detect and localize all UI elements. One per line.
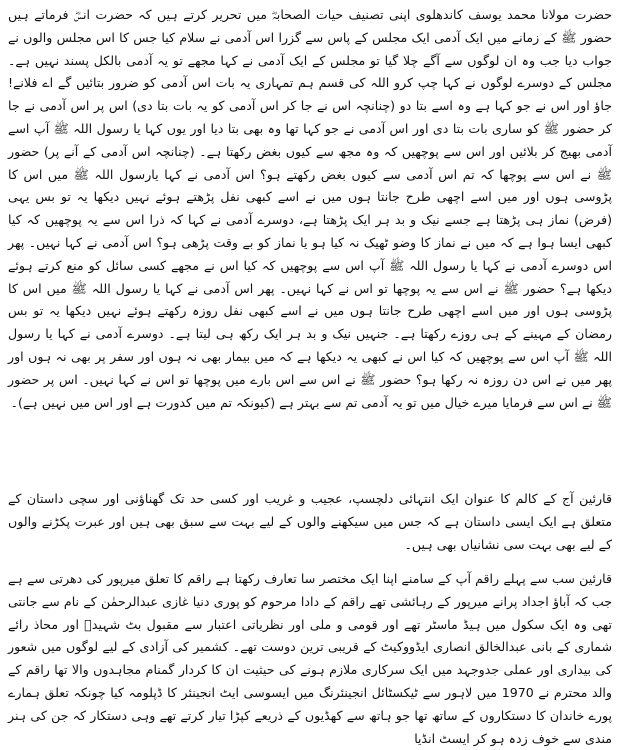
paragraph-intro: قارئین آج کے کالم کا عنوان ایک انتہائی دلچسپ، عجیب و غریب اور کسی حد تک گھناؤنی اور سچی داستان کے متعلق ہے ایک ایسی داستان ہے کہ جس میں سیکھنے والوں کے لیے بہت سے سبق بھی ہیں اور عبرت پکڑنے والوں کے لیے بھی بہت سی نشانیاں بھی ہیں۔ — [8, 491, 612, 552]
paragraph-author-background: قارئین سب سے پہلے راقم آپ کے سامنے اپنا ایک مختصر سا تعارف رکھتا ہے راقم کا تعلق میرپور کی دھرتی سے ہے جب کہ آباؤ اجداد پرانے میرپور کے رہائشی تھے راقم کے دادا مرحوم کو پوری دنیا غازی عبدالرحمٰن کے نام سے جانتی تھی وہ ایک سکول میں ہیڈ ماسٹر تھے اور قومی و ملی اور نظریاتی اعتبار سے مقبول بٹ شہیدؒ اور محاذ رائے شماری کے بانی عبدالخالق انصاری ایڈووکیٹ کے قریبی ترین دوست تھے۔ کشمیر کی آزادی کے لیے لوگوں میں شعور کی بیداری اور عملی جدوجہد میں ایک سرکاری ملازم ہونے کی حیثیت ان کا کردار گمنام مجاہدوں والا تھا راقم کے والد محترم نے 1970 میں لاہور سے ٹیکسٹائل انجینئرنگ میں ایسوسی ایٹ انجینئر کا ڈپلومہ کیا چونکہ تعلق ہمارے پورے خاندان کا دستکاروں کے ساتھ تھا جو ہاتھ سے کھڈیوں کے ذریعے کپڑا تیار کرتے تھے وہی دستکار کہ جن کی ہنر مندی سے خوف زدہ ہو کر ایسٹ انڈیا — [8, 571, 612, 746]
paragraph-hadith: حضرت مولانا محمد یوسف کاندھلوی اپنی تصنیف حیات الصحابہؓ میں تحریر کرتے ہیں کہ حضرت انسؓ فرماتے ہیں حضور ﷺ کے زمانے میں ایک آدمی ایک مجلس کے پاس سے گزرا اس آدمی نے سلام کیا جس کا اس مجلس والوں نے جواب دیا جب وہ ان لوگوں سے آگے چلا گیا تو مجلس کے ایک آدمی نے کہا مجھے تو یہ آدمی بالکل پسند نہیں ہے۔ مجلس کے دوسرے لوگوں نے کہا چپ کرو اللہ کی قسم ہم تمہاری یہ بات اس آدمی کو ضرور بتائیں گے اے فلانے! جاؤ اور اس نے جو کہا ہے وہ اسے بتا دو (چنانچہ اس نے جا کر اس آدمی کو یہ بات بتا دی) اس پر اس آدمی نے جا کر حضور ﷺ کو ساری بات بتا دی اور اس آدمی نے جو کہا تھا وہ بھی بتا دیا اور یوں کہا یا رسول اللہ ﷺ آپ اسے آدمی بھیج کر بلائیں اور اس سے پوچھیں کہ وہ مجھ سے کیوں بغض رکھتا ہے۔ (چنانچہ اس آدمی کے آنے پر) حضور ﷺ نے اس سے پوچھا کہ تم اس آدمی سے کیوں بغض رکھتے ہو؟ اس آدمی نے کہا یارسول اللہ ﷺ میں اس کا پڑوسی ہوں اور میں اسے اچھی طرح جانتا ہوں میں نے اسے کبھی نفل پڑھتے ہوئے نہیں دیکھا یہ تو بس یہی (فرض) نماز ہی پڑھتا ہے جسے نیک و بد ہر ایک پڑھتا ہے، دوسرے آدمی نے کہا کہ ذرا اس سے یہ پوچھیں کہ کیا کبھی ایسا ہوا ہے کہ میں نے نماز کا وضو ٹھیک نہ کیا ہو یا نماز کو بے وقت پڑھی ہو؟ اس آدمی نے کہا نہیں۔ پھر اس دوسرے آدمی نے کہا یا رسول اللہ ﷺ آپ اس سے پوچھیں کہ کیا اس نے مجھے کسی سائل کو منع کرتے ہوئے دیکھا ہے؟ حضور ﷺ نے اس سے یہ پوچھا تو اس نے کہا نہیں۔ پھر اس آدمی نے کہا یا رسول اللہ ﷺ میں اس کا پڑوسی ہوں اور میں اسے اچھی طرح جانتا ہوں میں نے اسے کبھی نفل روزہ رکھتے ہوئے نہیں دیکھا یہ تو بس رمضان کے مہینے کے ہی روزے رکھتا ہے۔ جنہیں نیک و بد ہر ایک رکھ ہی لیتا ہے۔ دوسرے آدمی نے کہا یا رسول اللہ ﷺ آپ اس سے پوچھیں کہ کیا اس نے کبھی یہ دیکھا ہے کہ میں بیمار بھی نہ ہوں اور سفر پر بھی نہ ہوں اور پھر میں نے اس دن روزہ نہ رکھا ہو؟ حضور ﷺ نے اس سے اس بارے میں پوچھا تو اس نے کہا نہیں۔ اس پر حضور ﷺ نے اس سے فرمایا میرے خیال میں تو یہ آدمی تم سے بہتر ہے (کیونکہ تم میں کدورت ہے اور اس میں نہیں ہے)۔ — [8, 7, 612, 410]
